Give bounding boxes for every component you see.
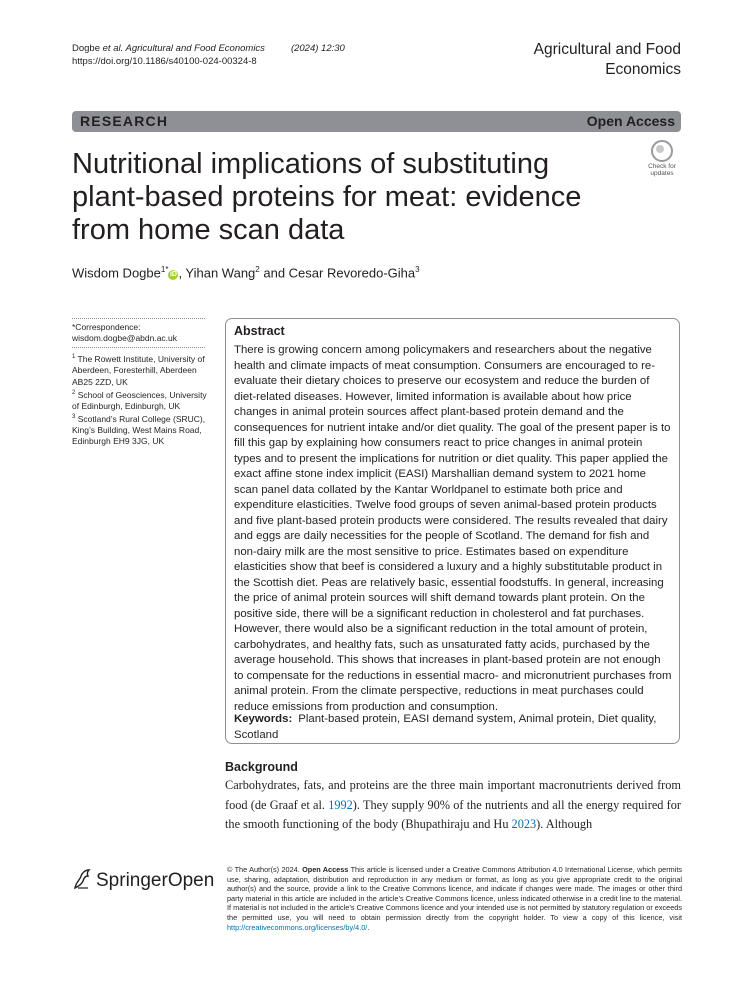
citation-year-volume: (2024) 12:30 [290, 43, 345, 54]
affiliations [72, 322, 212, 448]
body-text: ). They supply 90% of the nutrients and all the energy required for the smooth functioning of the body (Bhupathiraju and Hu [225, 797, 681, 831]
background-paragraph [225, 776, 681, 835]
citation-link[interactable]: 2023 [511, 817, 537, 831]
keywords [234, 712, 672, 743]
affiliation-text: The Rowett Institute, University of Aberdeen, Foresterhill, Aberdeen AB25 2ZD, UK [72, 354, 205, 387]
article-title: Nutritional implications of substituting plant-based proteins for meat: evidence from home scan data [72, 148, 582, 246]
author-name[interactable]: and Cesar Revoredo-Giha [259, 265, 416, 281]
citation-line [72, 42, 345, 55]
affiliation-item [72, 352, 212, 387]
license-text: © The Author(s) 2024. [227, 865, 303, 874]
license-text: This article is licensed under a Creative Commons Attribution 4.0 International License, which permits use, sharing, adaptation, distribution and reproduction in any medium or format, as long as you give appropriate credit to the original author(s) and the source, provide a link to the Creative Commons licence, and indicate if changes were made. The images or other third party material in this article are included in the article’s Creative Commons licence, unless indicated otherwise in a credit line to the material. If material is not included in the article’s Creative Commons licence and your intended use is not permitted by statutory regulation or exceeds the permitted use, you will need to obtain permission directly from the copyright holder. To view a copy of this licence, visit [227, 865, 682, 922]
affiliation-item [72, 388, 212, 412]
journal-name [534, 40, 681, 80]
divider [72, 347, 205, 348]
author-name[interactable]: Wisdom Dogbe [72, 265, 161, 281]
abstract-box [225, 318, 680, 744]
license-link[interactable]: http://creativecommons.org/licenses/by/4.0/ [227, 922, 368, 932]
citation-author: Dogbe [72, 43, 103, 54]
running-header [72, 42, 345, 68]
doi-link[interactable]: https://doi.org/10.1186/s40100-024-00324-8 [72, 56, 257, 67]
journal-name-line1: Agricultural and Food [533, 41, 681, 58]
journal-name-line2: Economics [605, 61, 681, 78]
license-statement [227, 865, 682, 932]
check-updates-icon [651, 140, 673, 162]
check-for-updates-badge[interactable] [643, 140, 681, 176]
keywords-label: Keywords: [234, 713, 293, 725]
body-text: Carbohydrates, fats, and proteins are the three main important macronutrients derived from food (de Graaf et al. [225, 778, 681, 812]
affiliation-number: 2 [72, 389, 76, 396]
logo-text-springer: Springer [96, 870, 168, 891]
license-open-access: Open Access [302, 865, 349, 874]
affiliation-text: Scotland’s Rural College (SRUC), King’s Building, West Mains Road, Edinburgh EH9 3JG, UK [72, 413, 206, 447]
author-name[interactable]: , Yihan Wang [178, 265, 256, 281]
affiliation-number: 3 [72, 414, 76, 421]
citation-journal: et al. Agricultural and Food Economics [102, 43, 265, 54]
logo-text-open: Open [167, 870, 215, 891]
open-access-label: Open Access [586, 113, 675, 129]
article-type-bar [72, 111, 681, 132]
author-affiliation-mark: 2 [255, 265, 260, 274]
check-updates-line1: Check for [648, 163, 676, 170]
section-heading-background: Background [225, 760, 298, 774]
springer-horse-icon [72, 868, 92, 890]
affiliation-text: School of Geosciences, University of Edinburgh, Edinburgh, UK [72, 389, 207, 411]
affiliation-number: 1 [72, 354, 76, 361]
author-affiliation-mark: 1* [160, 265, 169, 274]
springer-open-logo [72, 868, 214, 892]
correspondence-email[interactable]: wisdom.dogbe@abdn.ac.uk [72, 333, 178, 344]
citation-link[interactable]: 1992 [328, 797, 353, 812]
author-affiliation-mark: 3 [415, 265, 420, 274]
check-updates-line2: updates [650, 170, 674, 177]
keywords-list: Plant-based protein, EASI demand system, Animal protein, Diet quality, Scotland [234, 713, 657, 741]
divider [72, 318, 205, 319]
license-text: . [367, 922, 370, 932]
abstract-heading: Abstract [234, 324, 285, 338]
orcid-icon[interactable]: iD [169, 271, 177, 279]
affiliation-item [72, 412, 212, 447]
author-list [72, 265, 420, 280]
correspondence-label: *Correspondence: [72, 322, 141, 332]
body-text: ). Although [536, 817, 593, 831]
abstract-text: There is growing concern among policymakers and researchers about the negative health and climate impacts of meat consumption. Consumers are encouraged to re-evaluate their dietary choices to preserve our ecosystem and reduce the burden of diet-related diseases. However, limited information is available about how price changes in animal protein sources affect plant-based protein demand and the consequences for nutrient intake and/or diet quality. The goal of the present paper is to fill this gap by explaining how consumers react to price changes in animal protein types and to present the implications for nutrition or diet quality. This paper applied the exact affine stone index implicit (EASI) Marshallian demand system to 2021 home scan panel data collated by the Kantar Worldpanel to estimate both price and expenditure elasticities. Twelve food groups of seven animal-based protein products and five plant-based protein products were considered. The results revealed that dairy and eggs are daily necessities for the people of Scotland. The demand for fish and non-dairy milk are the most sensitive to price. Estimates based on expenditure elasticities show that beef is considered a luxury and a highly substitutable product in the Scottish diet. Peas are relatively basic, essential foodstuffs. In general, increasing the price of animal protein sources will shift demand towards plant protein. On the positive side, there will be a significant reduction in cholesterol and fat purchases. However, there would also be a significant reduction in the total amount of protein, carbohydrates, and healthy fats, such as unsaturated fatty acids, purchased by the average household. This shows that increases in plant-based protein are not enough to compensate for the reductions in essential macro- and micronutrient purchases from animal protein. From the climate perspective, reductions in meat purchases could reduce emissions from production and consumption. [234, 344, 672, 713]
article-type-label: RESEARCH [80, 113, 169, 129]
